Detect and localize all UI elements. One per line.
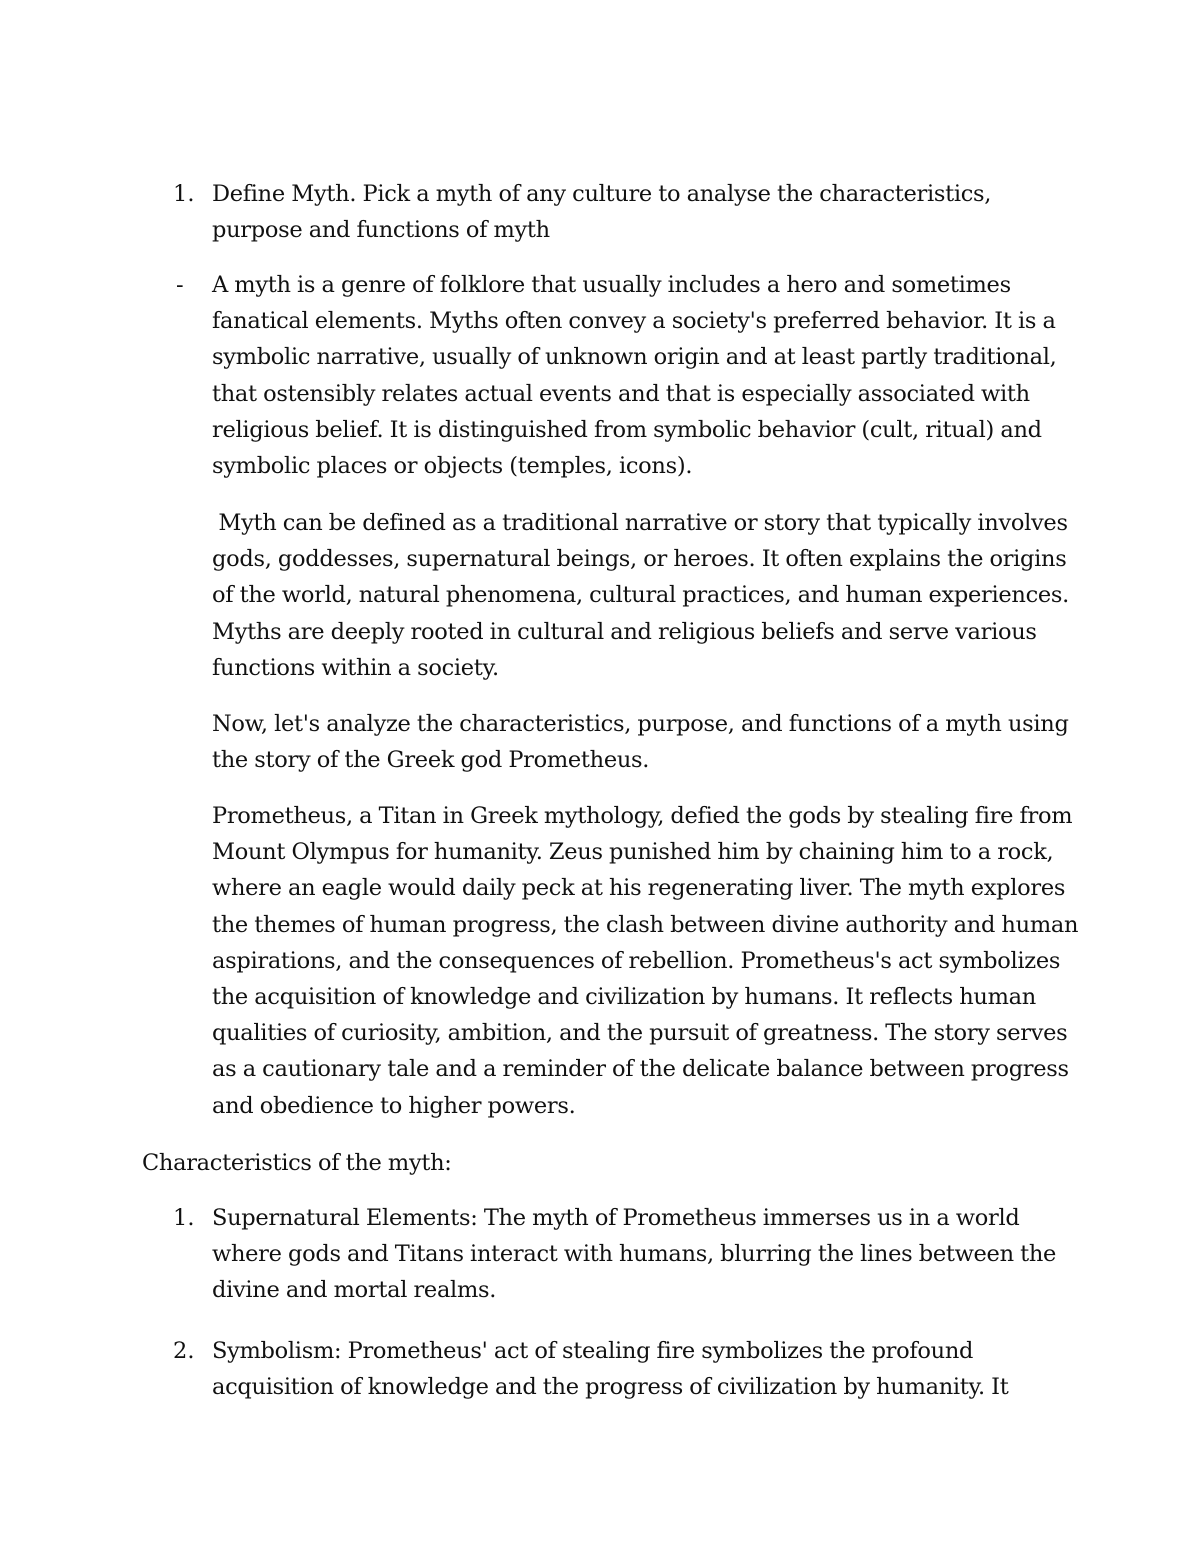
answer-paragraph-2: Myth can be defined as a traditional narrative or story that typically involves gods, goddesses, supernatural beings, or heroes. It often explains the origins of the world, natural phenomena, cultural practices, and human experiences. Myths are deeply rooted in cultural and religious beliefs and serve various functions within a society.: [212, 510, 1076, 681]
characteristics-heading: Characteristics of the myth:: [142, 1150, 452, 1176]
question-text: Define Myth. Pick a myth of any culture to analyse the characteristics, purpose and functions of myth: [212, 181, 992, 244]
question-number: 1.: [173, 181, 195, 207]
characteristic-item-1: Supernatural Elements: The myth of Prometheus immerses us in a world where gods and Titans interact with humans, blurring the lines between the divine and mortal realms.: [212, 1205, 1057, 1304]
characteristic-item-2: Symbolism: Prometheus' act of stealing fire symbolizes the profound acquisition of knowledge and the progress of civilization by humanity. It: [212, 1338, 1009, 1401]
characteristic-number-1: 1.: [173, 1205, 195, 1231]
characteristic-number-2: 2.: [173, 1338, 195, 1364]
answer-dash-marker: -: [176, 272, 184, 298]
answer-paragraph-3: Now, let's analyze the characteristics, purpose, and functions of a myth using the story of the Greek god Prometheus.: [212, 711, 1069, 774]
answer-paragraph-1: A myth is a genre of folklore that usually includes a hero and sometimes fanatical elements. Myths often convey a society's preferred behavior. It is a symbolic narrative, usually of unknown origin and at least partly traditional, that ostensibly relates actual events and that is especially associated with religious belief. It is distinguished from symbolic behavior (cult, ritual) and symbolic places or objects (temples, icons).: [212, 272, 1057, 480]
answer-paragraph-4: Prometheus, a Titan in Greek mythology, defied the gods by stealing fire from Mount Olympus for humanity. Zeus punished him by chaining him to a rock, where an eagle would daily peck at his regenerating liver. The myth explores the themes of human progress, the clash between divine authority and human aspirations, and the consequences of rebellion. Prometheus's act symbolizes the acquisition of knowledge and civilization by humans. It reflects human qualities of curiosity, ambition, and the pursuit of greatness. The story serves as a cautionary tale and a reminder of the delicate balance between progress and obedience to higher powers.: [212, 803, 1079, 1119]
